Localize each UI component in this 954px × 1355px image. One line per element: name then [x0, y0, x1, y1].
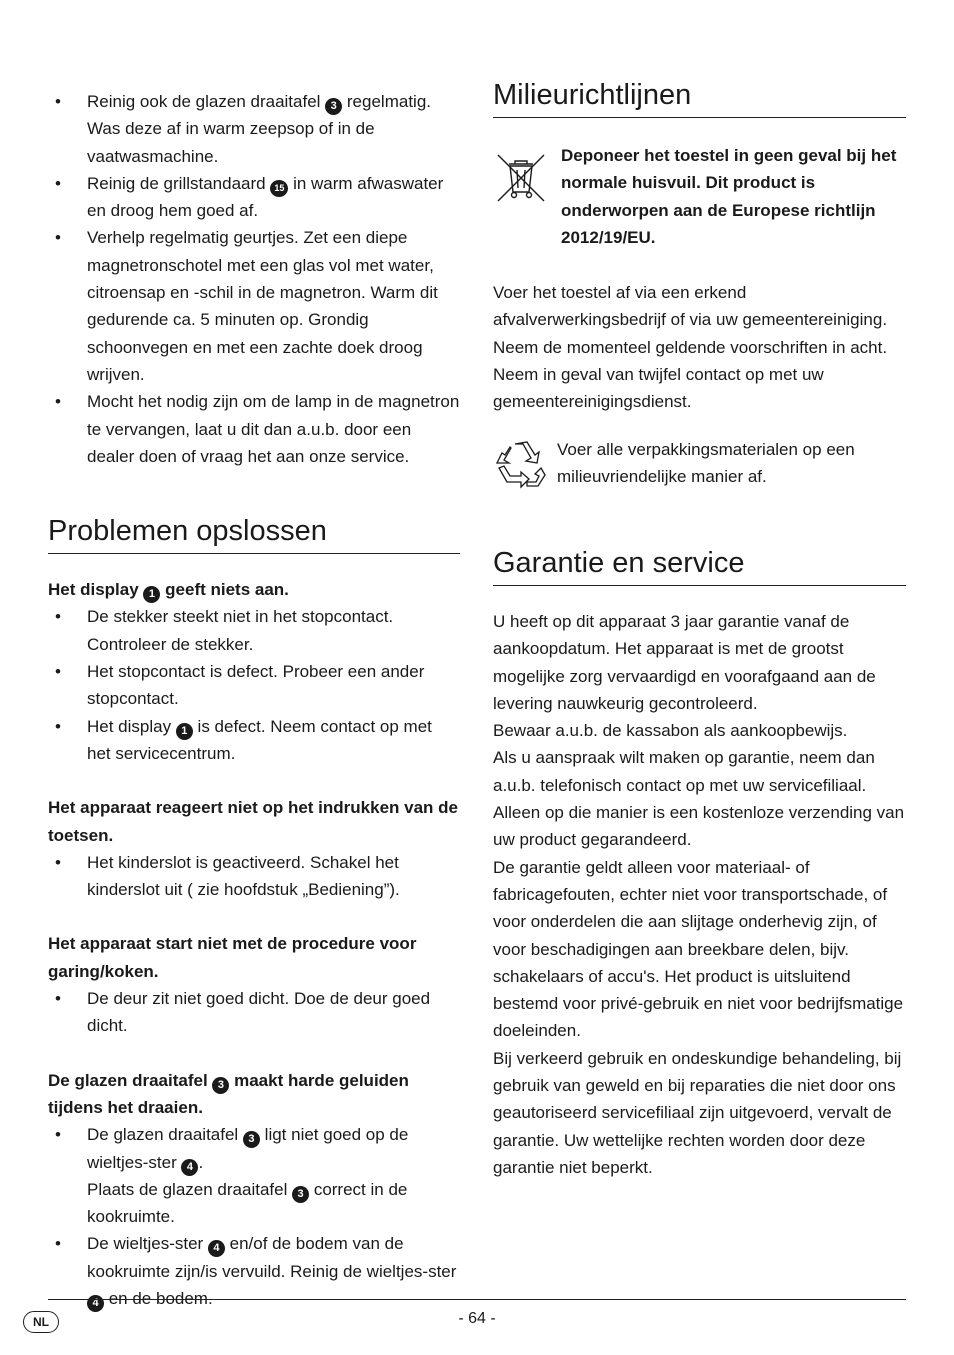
list-item: • De wieltjes-ster 4 en/of de bodem van de kookruimte zijn/is vervuild. Reinig de wieltjes-ster 4 en de bodem.: [48, 1230, 460, 1312]
part-number-badge: 3: [212, 1077, 229, 1094]
part-number-badge: 1: [143, 586, 160, 603]
paragraph: U heeft op dit apparaat 3 jaar garantie vanaf de aankoopdatum. Het apparaat is met de grootst mogelijke zorg vervaardigd en voorafgaand aan de levering nauwkeurig gecontroleerd.: [493, 611, 876, 713]
solution-list: [48, 1121, 460, 1312]
crossed-bin-icon: [493, 142, 561, 214]
page-number: - 64 -: [458, 1310, 496, 1327]
list-item: • Het display 1 is defect. Neem contact op met het servicecentrum.: [48, 713, 460, 768]
list-item: • Verhelp regelmatig geurtjes. Zet een diepe magnetronschotel met een glas vol met water, citroensap en -schil in de magnetron. Warm dit gedurende ca. 5 minuten op. Grondig schoonvegen en met een zachte doek droog wrijven.: [48, 224, 460, 388]
list-item: • De stekker steekt niet in het stopcontact. Controleer de stekker.: [48, 603, 460, 658]
recycle-icon: [493, 436, 557, 498]
list-item: • Reinig ook de glazen draaitafel 3 regelmatig. Was deze af in warm zeepsop of in de vaatwasmachine.: [48, 88, 460, 170]
footer-divider: [48, 1299, 906, 1300]
part-number-badge: 1: [176, 723, 193, 740]
problem-heading: Het apparaat reageert niet op het indrukken van de toetsen.: [48, 798, 459, 845]
problem-heading: Het apparaat start niet met de procedure voor garing/koken.: [48, 934, 417, 981]
section-title-warranty: Garantie en service: [493, 546, 906, 586]
section-title-environment: Milieurichtlijnen: [493, 78, 906, 118]
paragraph: Neem de momenteel geldende voorschriften in acht. Neem in geval van twijfel contact op met uw gemeentereinigingsdienst.: [493, 337, 888, 412]
paragraph: Als u aanspraak wilt maken op garantie, neem dan a.u.b. telefonisch contact op met uw servicefiliaal. Alleen op die manier is een kostenloze verzending van uw product gegarandeerd.: [493, 748, 905, 850]
right-column: [493, 78, 906, 1181]
part-number-badge: 15: [270, 180, 288, 197]
list-item: • Mocht het nodig zijn om de lamp in de magnetron te vervangen, laat u dit dan a.u.b. door een dealer doen of vraag het aan onze service.: [48, 388, 460, 470]
paragraph: De garantie geldt alleen voor materiaal- of fabricagefouten, echter niet voor transportschade, of voor onderdelen die aan slijtage onderhevig zijn, of voor beschadigingen aan breekbare delen, bijv. schakelaars of accu's. Het product is uitsluitend bestemd voor privé-gebruik en niet voor bedrijfsmatige doeleinden.: [493, 857, 904, 1041]
paragraph: Voer het toestel af via een erkend afvalverwerkingsbedrijf of via uw gemeentereiniging.: [493, 283, 888, 330]
left-column: [48, 88, 460, 1312]
list-item: • Reinig de grillstandaard 15 in warm afwaswater en droog hem goed af.: [48, 170, 460, 225]
section-title-problems: Problemen opslossen: [48, 514, 460, 554]
list-item: • De deur zit niet goed dicht. Doe de deur goed dicht.: [48, 985, 460, 1040]
list-item: • De glazen draaitafel 3 ligt niet goed op de wieltjes-ster 4 . Plaats de glazen draaitafel 3 correct in de kookruimte.: [48, 1121, 460, 1230]
paragraph: Bij verkeerd gebruik en ondeskundige behandeling, bij gebruik van geweld en bij reparaties die niet door ons geautoriseerd servicefiliaal zijn uitgevoerd, vervalt de garantie. Uw wettelijke rechten worden door deze garantie niet beperkt.: [493, 1048, 902, 1177]
part-number-badge: 4: [87, 1295, 104, 1312]
solution-list: [48, 849, 460, 904]
part-number-badge: 3: [243, 1131, 260, 1148]
problem-heading: Het display 1 geeft niets aan.: [48, 576, 460, 603]
warranty-text: [493, 608, 906, 1181]
part-number-badge: 3: [292, 1186, 309, 1203]
recycle-text: Voer alle verpakkingsmaterialen op een milieuvriendelijke manier af.: [557, 439, 855, 486]
solution-list: [48, 603, 460, 767]
part-number-badge: 4: [208, 1240, 225, 1257]
problem-heading: De glazen draaitafel 3 maakt harde geluiden tijdens het draaien.: [48, 1070, 409, 1117]
solution-list: [48, 985, 460, 1040]
paragraph: Bewaar a.u.b. de kassabon als aankoopbewijs.: [493, 721, 848, 741]
part-number-badge: 3: [325, 98, 342, 115]
weee-text: Deponeer het toestel in geen geval bij het normale huisvuil. Dit product is onderworpen aan de Europese richtlijn 2012/19/EU.: [561, 146, 897, 247]
weee-notice: [493, 142, 906, 251]
part-number-badge: 4: [181, 1159, 198, 1176]
list-item: • Het kinderslot is geactiveerd. Schakel het kinderslot uit ( zie hoofdstuk „Bediening”).: [48, 849, 460, 904]
cleaning-list: [48, 88, 460, 470]
recycle-notice: [493, 436, 906, 498]
language-badge: NL: [23, 1311, 59, 1333]
list-item: • Het stopcontact is defect. Probeer een ander stopcontact.: [48, 658, 460, 713]
